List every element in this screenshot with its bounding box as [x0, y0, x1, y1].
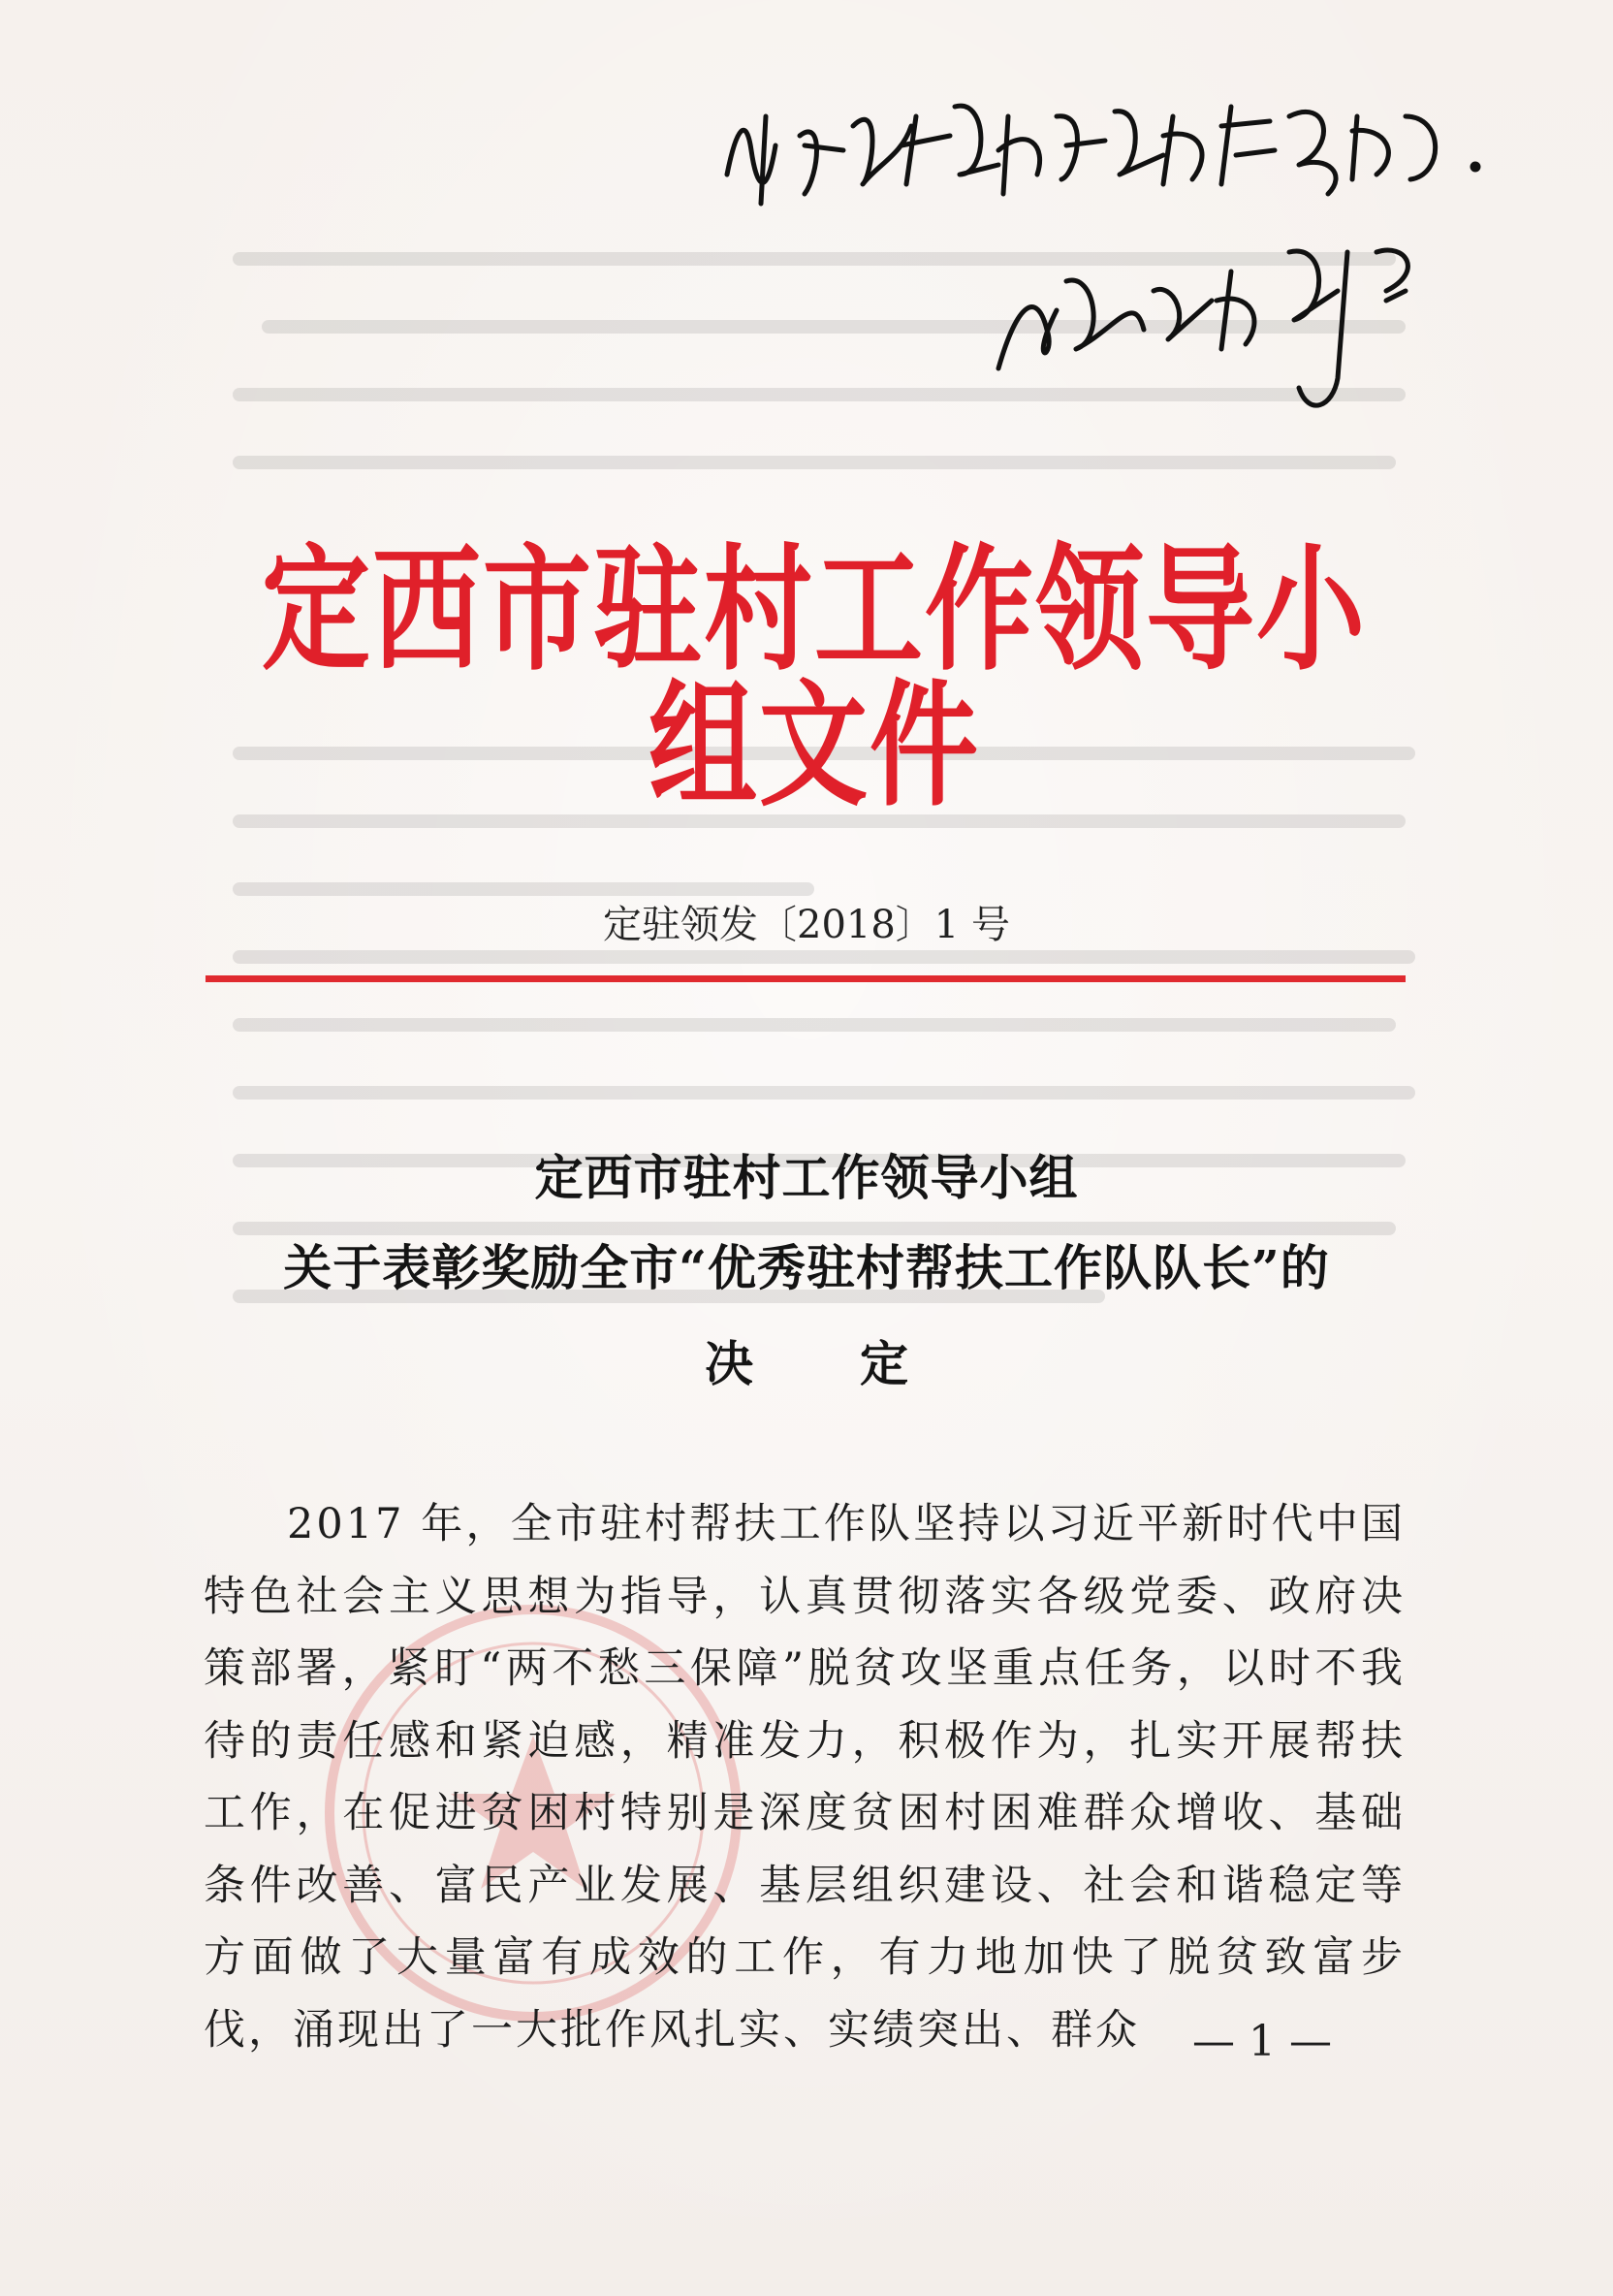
red-divider-rule — [206, 975, 1406, 982]
page-number: — 1 — — [1192, 2017, 1332, 2066]
decision-title-line-1: 定西市驻村工作领导小组 — [534, 1149, 1079, 1206]
handwritten-annotation-icon — [708, 58, 1512, 427]
document-number: 定驻领发〔2018〕1 号 — [603, 903, 1010, 947]
decision-title-line-3: 决定 — [705, 1335, 1015, 1392]
document-header-title: 定西市驻村工作领导小组文件 — [262, 531, 1367, 826]
body-paragraph: 2017 年，全市驻村帮扶工作队坚持以习近平新时代中国特色社会主义思想为指导，认真贯彻落实各级党委、政府决策部署，紧盯“两不愁三保障”脱贫攻坚重点任务，以时不我待的责任感和紧迫感，精准发力，积极作为，扎实开展帮扶工作，在促进贫困村特别是深度贫困村困难群众增收、基础条件改善、富民产业发展、基层组织建设、社会和谐稳定等方面做了大量富有成效的工作，有力地加快了脱贫致富步伐，涌现出了一大批作风扎实、实绩突出、群众 — [204, 1500, 1406, 2055]
decision-title-line-2: 关于表彰奖励全市“优秀驻村帮扶工作队队长”的 — [283, 1239, 1330, 1296]
